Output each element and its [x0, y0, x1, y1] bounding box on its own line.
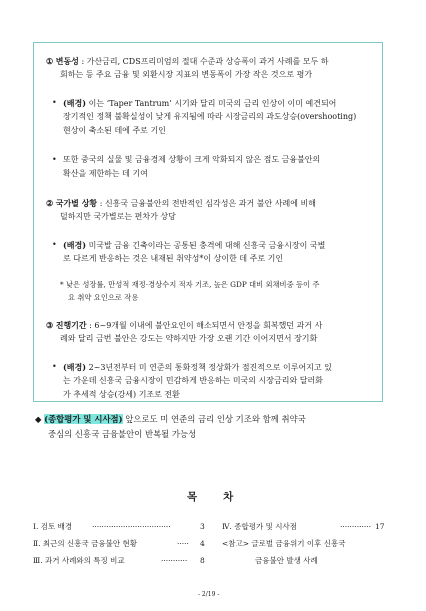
- overall-line1: [35, 414, 306, 424]
- toc-item-5-cont[interactable]: 금융불안 발생 사례: [255, 556, 318, 565]
- section3-bullet1-line1: [63, 362, 332, 373]
- toc-item-2[interactable]: [33, 539, 205, 549]
- bullet-dot: •: [52, 98, 57, 107]
- toc-item-3[interactable]: [33, 556, 205, 566]
- summary-box: [33, 42, 383, 402]
- bullet-tag: (배경): [63, 362, 87, 372]
- toc-label: Ⅰ. 검토 배경: [33, 522, 73, 531]
- section2-note-line2: 요 취약 요인으로 작용: [68, 293, 139, 302]
- toc-page: 17: [375, 522, 385, 531]
- bullet-tag: (배경): [63, 98, 87, 108]
- bullet-text: 미국발 금융 긴축이라는 공통된 충격에 대해 신흥국 금융시장이 국별: [86, 241, 326, 250]
- section2-bullet1-line2: 로 다르게 반응하는 것은 내재된 취약성*이 상이한 데 주로 기인: [63, 254, 284, 263]
- toc-dots: ···········: [161, 556, 188, 565]
- toc-label: Ⅳ. 종합평가 및 시사점: [222, 522, 297, 531]
- section3-number: ③: [46, 320, 54, 330]
- section1-number: ①: [46, 56, 54, 66]
- contents-title: 목차: [187, 491, 260, 503]
- toc-item-4[interactable]: [222, 522, 385, 532]
- toc-page: 4: [200, 539, 205, 548]
- section2-heading: [46, 198, 316, 209]
- section1-bullet1-line3: 현상이 축소된 데에 주로 기인: [63, 126, 166, 135]
- toc-item-1[interactable]: [33, 522, 205, 532]
- section1-label: 변동성: [55, 56, 79, 66]
- section1-bullet2-line2: 확산을 제한하는 데 기여: [63, 169, 148, 178]
- section1-bullet2-line1: 또한 중국의 실물 및 금융경제 상황이 크게 악화되지 않은 점도 금융불안의: [63, 155, 321, 164]
- section2-bullet1-line1: [63, 240, 325, 251]
- overall-text: 앞으로도 미 연준의 금리 인상 기조와 함께 취약국: [122, 414, 306, 424]
- section3-bullet1-line2: 는 가운데 신흥국 금융시장이 민감하게 반응하는 미국의 시장금리와 달러화: [63, 376, 323, 385]
- section1-text-line2: 회하는 등 주요 금융 및 외환시장 지표의 변동폭이 가장 작은 것으로 평가: [60, 70, 313, 79]
- bullet-text: 2~3년전부터 미 연준의 통화정책 정상화가 점진적으로 이루어지고 있: [86, 363, 332, 372]
- bullet-tag: (배경): [63, 240, 87, 250]
- section2-label: 국가별 상황: [55, 198, 98, 208]
- section1-text-line1: : 가산금리, CDS프리미엄의 절대 수준과 상승폭이 과거 사례를 모두 하: [78, 57, 329, 66]
- bullet-dot: •: [52, 155, 57, 164]
- overall-line2: 중심의 신흥국 금융불안이 반복될 가능성: [48, 429, 197, 439]
- bullet-dot: •: [52, 362, 57, 371]
- diamond-icon: ◆: [35, 414, 42, 424]
- toc-page: 8: [200, 556, 205, 565]
- section2-number: ②: [46, 198, 54, 208]
- toc-label: Ⅱ. 최근의 신흥국 금융불안 현황: [33, 539, 137, 548]
- toc-page: 3: [200, 522, 205, 531]
- overall-tag: (종합평가 및 시사점): [44, 414, 123, 424]
- section3-text-line1: : 6~9개월 이내에 불안요인이 해소되면서 안정을 회복했던 과거 사: [86, 321, 323, 330]
- section1-bullet1-line1: [63, 98, 336, 109]
- section1-heading: [46, 56, 329, 67]
- toc-label: Ⅲ. 과거 사례와의 특징 비교: [33, 556, 125, 565]
- bullet-dot: •: [52, 240, 57, 249]
- section3-text-line2: 례와 달리 금번 불안은 강도는 약하지만 가장 오랜 기간 이어지면서 장기화: [60, 334, 318, 343]
- section3-heading: [46, 320, 322, 331]
- toc-dots: ·············: [340, 522, 371, 531]
- section2-note-line1: * 낮은 성장률, 만성적 재정·경상수지 적자 기조, 높은 GDP 대비 외채비중 등이 주: [60, 280, 320, 289]
- toc-dots: ·································: [92, 522, 171, 531]
- section2-text-line1: : 신흥국 금융불안의 전반적인 심각성은 과거 불안 사례에 비해: [97, 199, 316, 208]
- toc-item-5[interactable]: <참고> 글로벌 금융위기 이후 신흥국: [222, 539, 346, 548]
- section3-label: 진행기간: [55, 320, 87, 330]
- page-number: - 2/19 -: [198, 591, 220, 598]
- section1-bullet1-line2: 장기적인 정책 불확실성이 낮게 유지됨에 따라 시장금리의 과도상승(overshooting): [63, 112, 357, 121]
- bullet-text: 이는 ‘Taper Tantrum’ 시기와 달리 미국의 금리 인상이 이미 예견되어: [86, 99, 337, 108]
- section2-text-line2: 덜하지만 국가별로는 편차가 상당: [60, 212, 176, 221]
- section3-bullet1-line3: 가 추세적 상승(강세) 기조로 전환: [63, 390, 180, 399]
- toc-dots: ·····: [177, 539, 189, 548]
